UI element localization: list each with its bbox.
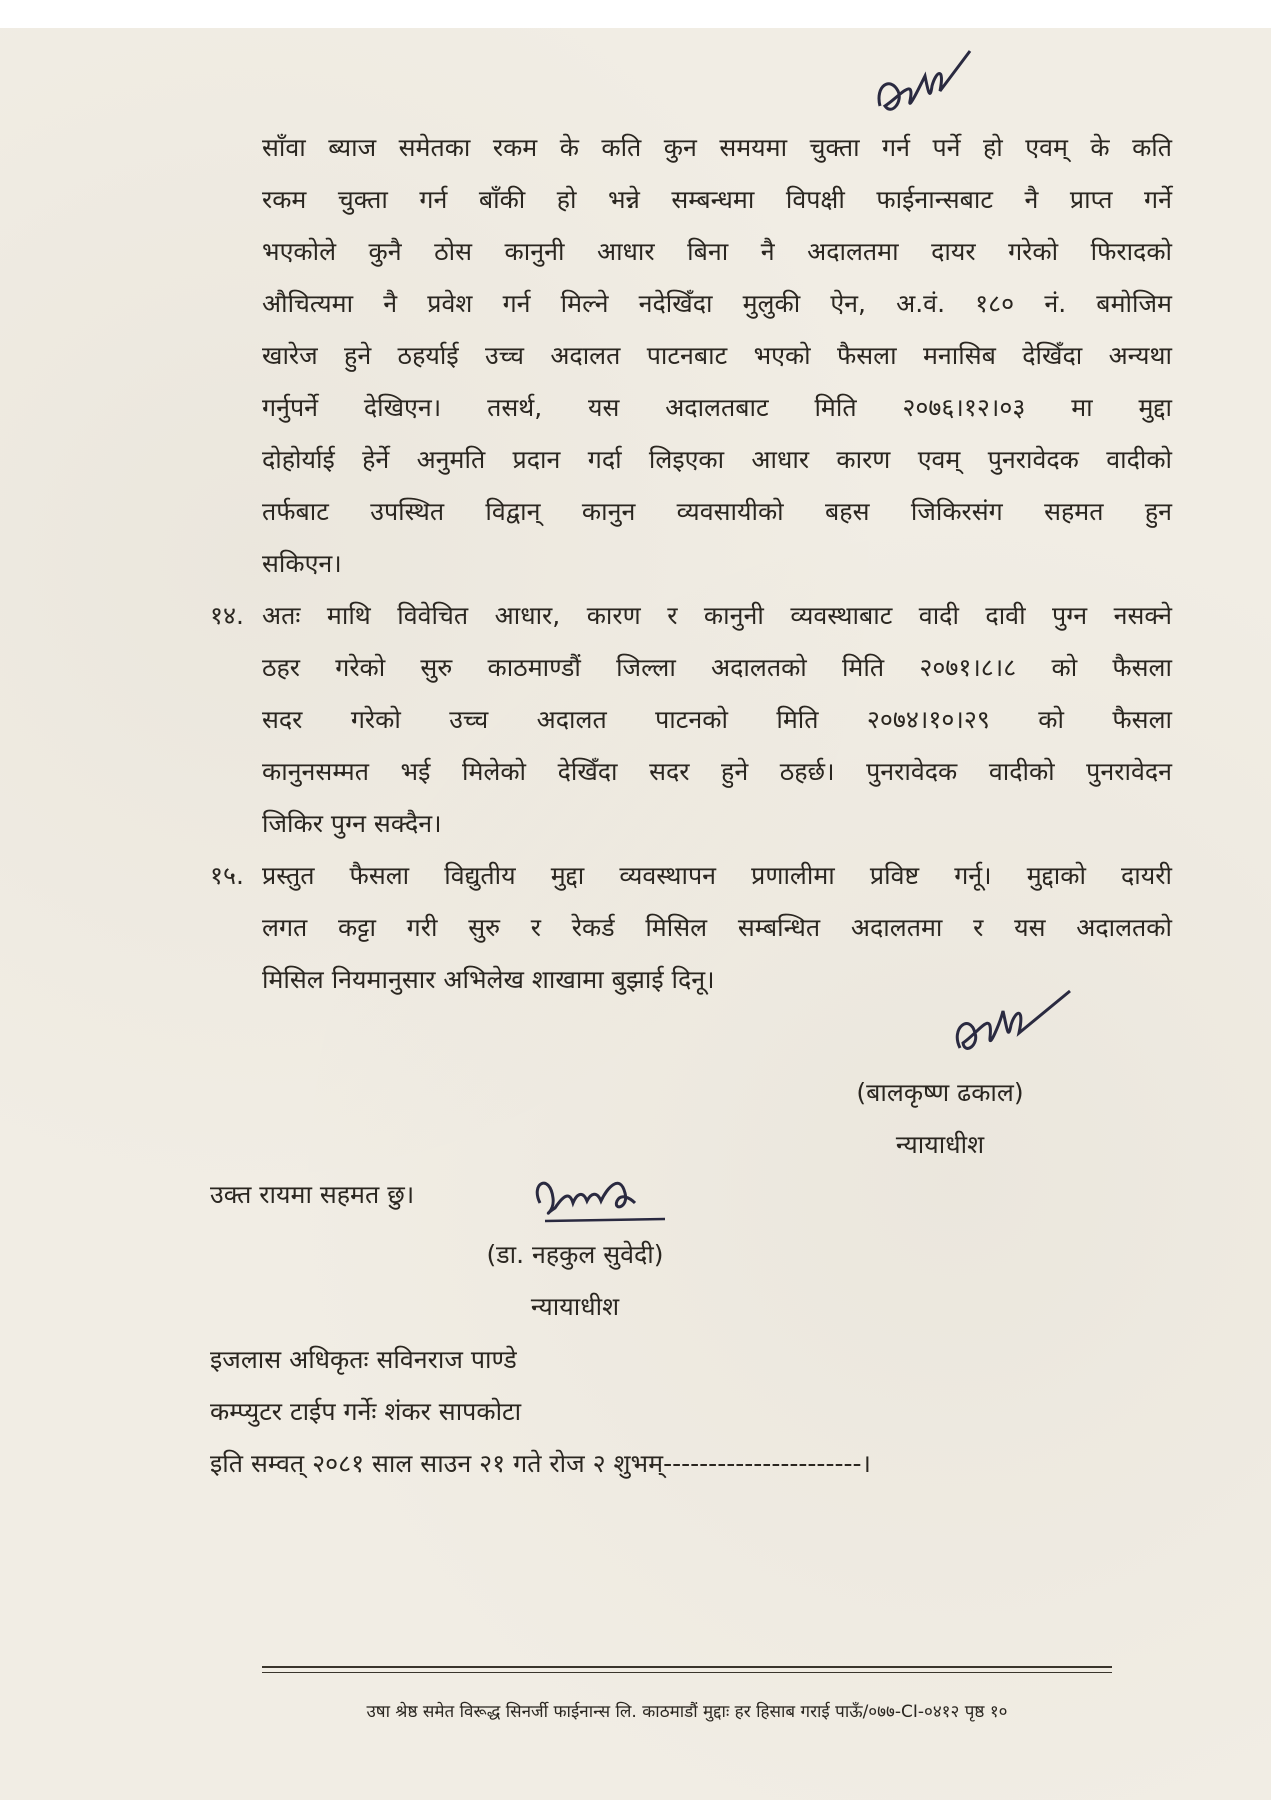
paragraph-14-line: कानुनसम्मत भई मिलेको देखिँदा सदर हुने ठहर्छ। पुनरावेदक वादीको पुनरावेदन bbox=[262, 757, 1172, 786]
bench-officer: इजलास अधिकृतः सविनराज पाण्डे bbox=[210, 1345, 517, 1374]
footer-citation: उषा श्रेष्ठ समेत विरूद्ध सिनर्जी फाईनान्स लि. काठमाडौं मुद्दाः हर हिसाब गराई पाऊँ/०७७-CI-०४१२ पृष्ठ १० bbox=[366, 1702, 1008, 1722]
paragraph-15-line: मिसिल नियमानुसार अभिलेख शाखामा बुझाई दिनू। bbox=[262, 965, 715, 994]
paragraph-13-line: औचित्यमा नै प्रवेश गर्न मिल्ने नदेखिँदा मुलुकी ऐन, अ.वं. १८० नं. बमोजिम bbox=[262, 289, 1172, 318]
paragraph-15-number: १५. bbox=[210, 861, 244, 890]
paragraph-13-line: गर्नुपर्ने देखिएन। तसर्थ, यस अदालतबाट मिति २०७६।१२।०३ मा मुद्दा bbox=[262, 393, 1172, 422]
judge-2-title: न्यायाधीश bbox=[530, 1292, 620, 1321]
paragraph-14-line: सदर गरेको उच्च अदालत पाटनको मिति २०७४।१०।२९ को फैसला bbox=[262, 705, 1172, 734]
paragraph-13-line: खारेज हुने ठहर्याई उच्च अदालत पाटनबाट भएको फैसला मनासिब देखिँदा अन्यथा bbox=[262, 341, 1172, 370]
paragraph-14-line: जिकिर पुग्न सक्दैन। bbox=[262, 809, 442, 838]
paragraph-15-line: लगत कट्टा गरी सुरु र रेकर्ड मिसिल सम्बन्धित अदालतमा र यस अदालतको bbox=[262, 913, 1172, 942]
paragraph-14-line: ठहर गरेको सुरु काठमाण्डौं जिल्ला अदालतको मिति २०७१।८।८ को फैसला bbox=[262, 653, 1172, 682]
judge-1-block bbox=[820, 1076, 1060, 1162]
paragraph-14-number: १४. bbox=[210, 601, 244, 630]
judge-1-signature bbox=[945, 983, 1075, 1063]
paragraph-13-line: तर्फबाट उपस्थित विद्वान् कानुन व्यवसायीको बहस जिकिरसंग सहमत हुन bbox=[262, 497, 1172, 526]
document-page bbox=[0, 28, 1271, 1800]
initial-signature-top bbox=[870, 46, 980, 126]
paragraph-13-line: साँवा ब्याज समेतका रकम के कति कुन समयमा चुक्ता गर्न पर्ने हो एवम् के कति bbox=[262, 133, 1172, 162]
paragraph-14-line: अतः माथि विवेचित आधार, कारण र कानुनी व्यवस्थाबाट वादी दावी पुग्न नसक्ने bbox=[262, 601, 1172, 630]
closing-line: इति सम्वत् २०८१ साल साउन २१ गते रोज २ शुभम्----------------------। bbox=[210, 1449, 872, 1478]
paragraph-15-line: प्रस्तुत फैसला विद्युतीय मुद्दा व्यवस्थापन प्रणालीमा प्रविष्ट गर्नू। मुद्दाको दायरी bbox=[262, 861, 1172, 890]
judge-2-block bbox=[440, 1238, 710, 1324]
footer-rule-top bbox=[262, 1666, 1112, 1668]
paragraph-13-line: सकिएन। bbox=[262, 549, 342, 578]
judge-1-title: न्यायाधीश bbox=[895, 1130, 985, 1159]
paragraph-13-line: दोहोर्याई हेर्ने अनुमति प्रदान गर्दा लिइएका आधार कारण एवम् पुनरावेदक वादीको bbox=[262, 445, 1172, 474]
typist: कम्प्युटर टाईप गर्नेः शंकर सापकोटा bbox=[210, 1397, 522, 1426]
footer-rule-bottom bbox=[262, 1672, 1112, 1673]
judge-2-signature bbox=[525, 1163, 675, 1243]
concurrence-text: उक्त रायमा सहमत छु। bbox=[210, 1180, 415, 1209]
judge-1-name: (बालकृष्ण ढकाल) bbox=[856, 1078, 1024, 1107]
paragraph-13-line: भएकोले कुनै ठोस कानुनी आधार बिना नै अदालतमा दायर गरेको फिरादको bbox=[262, 237, 1172, 266]
paragraph-13-line: रकम चुक्ता गर्न बाँकी हो भन्ने सम्बन्धमा विपक्षी फाईनान्सबाट नै प्राप्त गर्ने bbox=[262, 185, 1172, 214]
judge-2-name: (डा. नहकुल सुवेदी) bbox=[486, 1240, 664, 1269]
